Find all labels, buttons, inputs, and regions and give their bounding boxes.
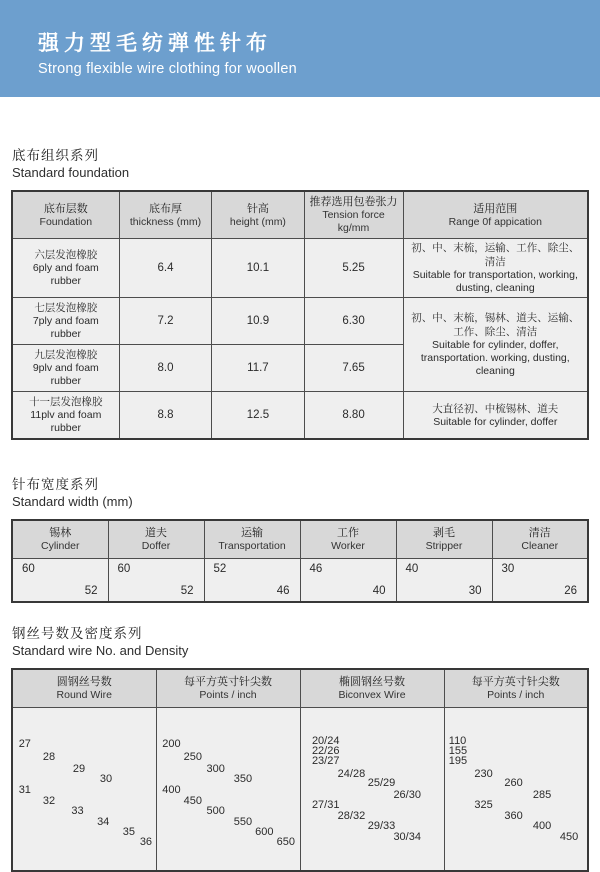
section-heading-cn: 钢丝号数及密度系列 — [12, 626, 143, 641]
wire-body-row — [12, 707, 588, 871]
wire-value: 285 — [532, 788, 552, 801]
width-value-max: 60 — [117, 562, 131, 575]
wire-col-header-0 — [12, 669, 156, 707]
width-value-min: 52 — [180, 585, 194, 597]
col-header-cn: 每平方英寸针尖数 — [471, 675, 560, 688]
col-header-en: Cleaner — [521, 539, 559, 552]
col-header-en: Round Wire — [56, 688, 112, 701]
col-header-en: thickness (mm) — [129, 215, 202, 228]
wire-value: 155 — [448, 744, 468, 757]
row-name-cn: 六层发泡橡胶 — [34, 249, 98, 261]
wire-col-header-1 — [156, 669, 300, 707]
wire-value: 195 — [448, 754, 468, 767]
wire-value: 23/27 — [311, 754, 340, 767]
application-cell — [403, 392, 588, 440]
wire-col-header-3 — [444, 669, 588, 707]
foundation-name-cell — [12, 298, 119, 345]
application-en: Suitable for transportation, working, dusting, cleaning — [412, 269, 578, 294]
section-heading-cn: 底布组织系列 — [12, 148, 99, 163]
section-heading-en: Standard width (mm) — [12, 494, 133, 509]
row-name-en: 11plv and foam rubber — [30, 409, 102, 434]
application-cell-merged — [403, 298, 588, 392]
col-header-en: Points / inch — [199, 688, 257, 701]
wire-value: 400 — [162, 783, 181, 796]
foundation-header-row — [12, 191, 588, 239]
width-value-min: 52 — [84, 585, 98, 597]
wire-value: 360 — [504, 809, 523, 822]
col-header-en: height (mm) — [229, 215, 286, 228]
thickness-value: 8.0 — [119, 345, 212, 392]
col-header-cn: 道夫 — [145, 526, 167, 539]
wire-value: 600 — [255, 826, 274, 839]
wire-value: 27/31 — [311, 798, 340, 811]
thickness-value: 6.4 — [119, 239, 212, 298]
table-row — [12, 392, 588, 440]
width-col-header-worker — [300, 520, 396, 558]
width-col-header-transportation — [204, 520, 300, 558]
col-header-foundation — [12, 191, 119, 239]
wire-value: 29/33 — [367, 819, 396, 832]
thickness-value: 8.8 — [119, 392, 212, 440]
col-header-en: Tension force — [322, 209, 385, 221]
col-header-en: Transportation — [218, 539, 286, 552]
wire-header-row — [12, 669, 588, 707]
row-name-cn: 十一层发泡橡胶 — [29, 396, 103, 408]
col-header-en: Points / inch — [487, 688, 545, 701]
row-name-cn: 九层发泡橡胶 — [34, 349, 98, 361]
row-name-en: 9plv and foam rubber — [32, 362, 99, 387]
wire-value-cell — [12, 707, 156, 871]
col-header-en: Doffer — [141, 539, 171, 552]
application-en: Suitable for cylinder, doffer, transportation. working, dusting, cleaning — [420, 339, 570, 377]
width-value-min: 26 — [564, 585, 577, 597]
height-value: 11.7 — [212, 345, 304, 392]
application-cn: 初、中、末梳，锡林、道夫、运输、工作、除尘、清洁 — [411, 312, 580, 338]
wire-value: 28/32 — [337, 809, 366, 822]
table-row — [12, 239, 588, 298]
width-value-cell — [492, 558, 588, 602]
application-en: Suitable for cylinder, doffer — [433, 415, 558, 428]
row-name-cn: 七层发泡橡胶 — [34, 302, 98, 314]
wire-table — [11, 668, 589, 872]
wire-value: 28 — [42, 751, 56, 764]
col-header-cn: 推荐选用包卷张力 — [309, 196, 398, 208]
width-header-row — [12, 520, 588, 558]
wire-value: 350 — [233, 772, 253, 785]
wire-value: 31 — [18, 783, 31, 796]
col-header-en2: kg/mm — [337, 222, 370, 234]
width-value-min: 40 — [372, 585, 386, 597]
wire-value: 300 — [206, 762, 225, 775]
section-heading-en: Standard wire No. and Density — [12, 643, 189, 658]
col-header-en: Range 0f appication — [448, 215, 542, 228]
wire-value: 35 — [122, 826, 135, 839]
col-header-en: Biconvex Wire — [338, 688, 406, 701]
width-value-max: 40 — [405, 562, 419, 575]
col-header-application — [403, 191, 588, 239]
wire-value-cell — [156, 707, 300, 871]
tension-value: 6.30 — [304, 298, 403, 345]
col-header-height — [212, 191, 304, 239]
width-value-cell — [396, 558, 492, 602]
wire-value: 34 — [97, 816, 110, 829]
width-value-cell — [300, 558, 396, 602]
col-header-cn: 工作 — [337, 526, 359, 539]
col-header-thickness — [119, 191, 212, 239]
section-heading-width — [12, 440, 600, 510]
width-value-max: 52 — [213, 562, 227, 575]
wire-value: 650 — [276, 835, 295, 848]
section-heading-cn: 针布宽度系列 — [12, 477, 99, 492]
wire-value: 250 — [183, 751, 203, 764]
col-header-cn: 针高 — [246, 202, 269, 215]
col-header-cn: 圆钢丝号数 — [56, 675, 112, 688]
col-header-cn: 每平方英寸针尖数 — [184, 675, 272, 688]
width-value-max: 46 — [309, 562, 323, 575]
wire-value: 200 — [162, 738, 181, 751]
application-cell — [403, 239, 588, 298]
wire-value: 30 — [99, 772, 113, 785]
wire-value: 29 — [72, 762, 86, 775]
wire-value: 33 — [71, 805, 84, 817]
section-heading-wire — [12, 603, 600, 659]
section-heading-en: Standard foundation — [12, 165, 130, 180]
wire-value: 24/28 — [337, 767, 366, 780]
height-value: 10.1 — [212, 239, 304, 298]
wire-col-header-2 — [300, 669, 444, 707]
width-col-header-cleaner — [492, 520, 588, 558]
wire-value: 32 — [42, 795, 56, 808]
tension-value: 7.65 — [304, 345, 403, 392]
wire-value: 260 — [504, 777, 523, 790]
col-header-en: Foundation — [39, 215, 93, 228]
thickness-value: 7.2 — [119, 298, 212, 345]
wire-value-cell — [444, 707, 588, 871]
wire-value: 30/34 — [393, 831, 421, 843]
width-body-row — [12, 558, 588, 602]
col-header-cn: 底布层数 — [43, 202, 88, 215]
wire-value: 25/29 — [367, 777, 396, 790]
wire-value: 20/24 — [311, 735, 340, 748]
col-header-cn: 运输 — [241, 526, 263, 539]
width-value-max: 60 — [22, 562, 35, 575]
wire-value: 450 — [559, 831, 579, 843]
page-title-en: Strong flexible wire clothing for woollen — [38, 61, 297, 77]
wire-value: 26/30 — [393, 788, 421, 801]
application-cn: 大直径初、中梳锡林、道夫 — [432, 402, 559, 415]
row-name-en: 6ply and foam rubber — [32, 262, 99, 287]
width-value-cell — [204, 558, 300, 602]
foundation-table — [11, 190, 589, 440]
width-col-header-cylinder — [12, 520, 108, 558]
col-header-en: Stripper — [425, 539, 463, 552]
col-header-cn: 底布厚 — [148, 202, 182, 215]
tension-value: 5.25 — [304, 239, 403, 298]
height-value: 12.5 — [212, 392, 304, 440]
col-header-cn: 适用范围 — [473, 202, 518, 215]
wire-value: 500 — [206, 805, 225, 817]
width-col-header-doffer — [108, 520, 204, 558]
wire-value: 110 — [448, 735, 467, 748]
foundation-name-cell — [12, 392, 119, 440]
width-value-max: 30 — [501, 562, 515, 575]
width-table — [11, 519, 589, 603]
col-header-en: Worker — [331, 539, 365, 552]
foundation-name-cell — [12, 239, 119, 298]
wire-value: 450 — [183, 795, 203, 808]
width-value-cell — [12, 558, 108, 602]
height-value: 10.9 — [212, 298, 304, 345]
wire-value-cell — [300, 707, 444, 871]
width-value-cell — [108, 558, 204, 602]
wire-value: 230 — [474, 767, 493, 780]
col-header-tension — [304, 191, 403, 239]
col-header-cn: 清洁 — [528, 526, 551, 539]
wire-value: 27 — [18, 738, 31, 751]
row-name-en: 7ply and foam rubber — [32, 315, 99, 340]
col-header-en: Cylinder — [40, 539, 80, 552]
section-heading-foundation — [12, 97, 600, 181]
header-banner — [0, 0, 600, 97]
tension-value: 8.80 — [304, 392, 403, 440]
width-value-min: 30 — [468, 585, 482, 597]
application-cn: 初、中、末梳，运输、工作、除尘、清洁 — [411, 242, 580, 268]
foundation-name-cell — [12, 345, 119, 392]
page-title-cn: 强力型毛纺弹性针布 — [38, 32, 272, 55]
wire-value: 325 — [474, 798, 493, 811]
wire-value: 22/26 — [311, 744, 340, 757]
width-value-min: 46 — [276, 585, 290, 597]
table-row — [12, 298, 588, 345]
wire-value: 36 — [139, 835, 153, 848]
wire-value: 550 — [233, 816, 253, 829]
col-header-cn: 椭圆钢丝号数 — [339, 675, 405, 688]
col-header-cn: 锡林 — [49, 526, 72, 539]
col-header-cn: 剥毛 — [433, 526, 455, 539]
width-col-header-stripper — [396, 520, 492, 558]
wire-value: 400 — [532, 819, 552, 832]
